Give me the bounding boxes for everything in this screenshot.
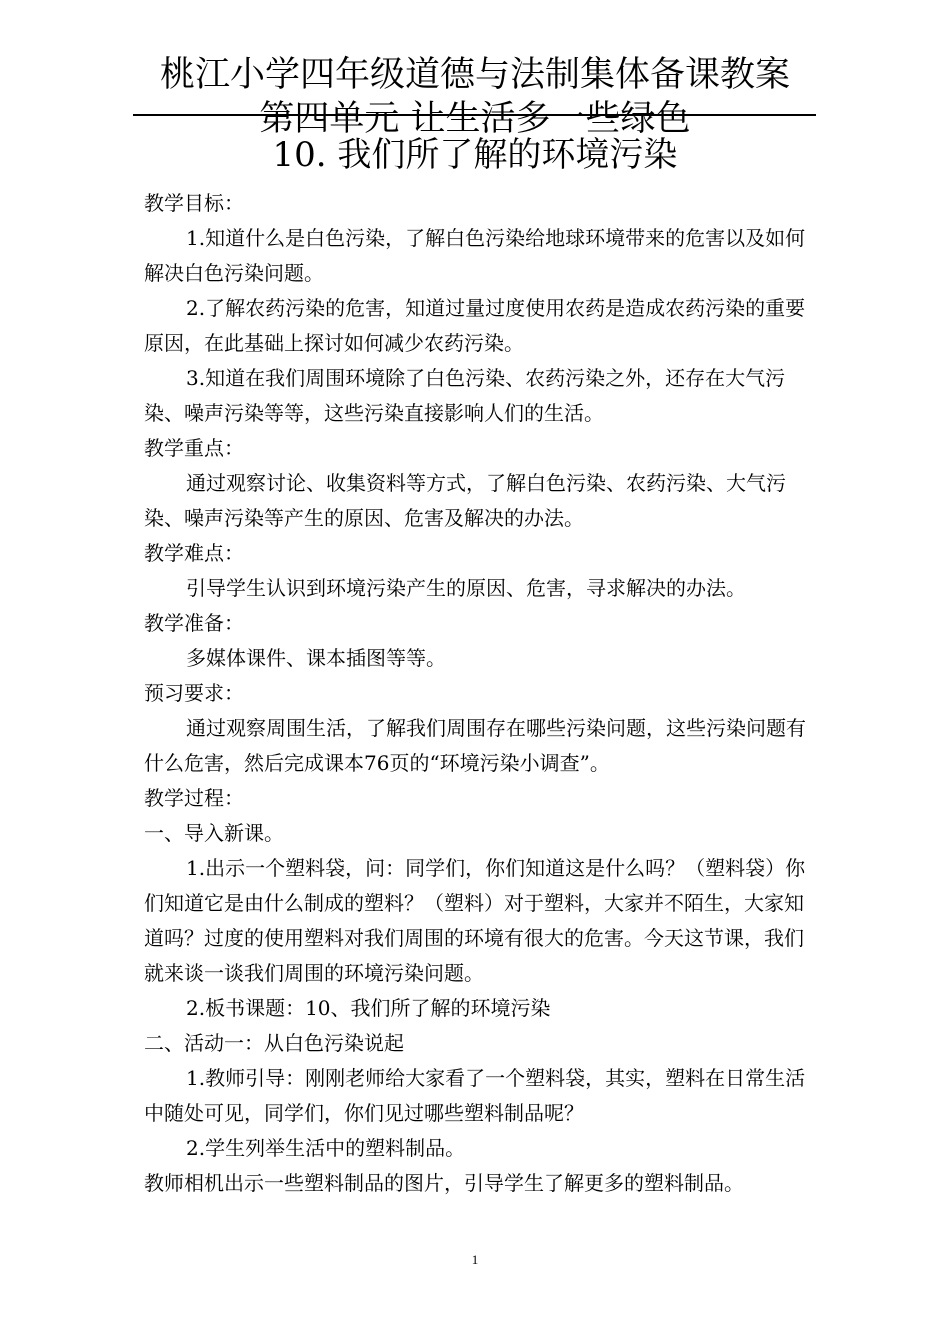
section-1-item-1: 1.出示一个塑料袋，问：同学们，你们知道这是什么吗？（塑料袋）你们知道它是由什么制成的塑料？（塑料）对于塑料，大家并不陌生，大家知道吗？过度的使用塑料对我们周围的环境有很大的危害。今天这节课，我们就来谈一谈我们周围的环境污染问题。: [144, 856, 806, 985]
key-points-text: 通过观察讨论、收集资料等方式，了解白色污染、农药污染、大气污染、噪声污染等产生的原因、危害及解决的办法。: [144, 471, 786, 530]
section-2-heading: 二、活动一：从白色污染说起: [144, 1031, 404, 1055]
section-1-heading: 一、导入新课。: [144, 821, 284, 845]
objectives-heading: 教学目标：: [144, 191, 244, 215]
page-number: 1: [471, 1252, 479, 1267]
preparation-heading: 教学准备：: [144, 611, 244, 635]
document-title: 桃江小学四年级道德与法制集体备课教案: [159, 55, 790, 95]
section-2-item-2: 2.学生列举生活中的塑料制品。: [186, 1136, 466, 1160]
section-1-item-2: 2.板书课题：10、我们所了解的环境污染: [186, 996, 551, 1020]
difficulty-heading: 教学难点：: [144, 541, 244, 565]
objective-3: 3.知道在我们周围环境除了白色污染、农药污染之外，还存在大气污染、噪声污染等等，这些污染直接影响人们的生活。: [144, 366, 786, 425]
objective-2: 2.了解农药污染的危害，知道过量过度使用农药是造成农药污染的重要原因，在此基础上探讨如何减少农药污染。: [144, 296, 806, 355]
preview-text: 通过观察周围生活，了解我们周围存在哪些污染问题，这些污染问题有什么危害，然后完成课本76页的“环境污染小调查”。: [144, 716, 806, 775]
section-2-item-1: 1.教师引导：刚刚老师给大家看了一个塑料袋，其实，塑料在日常生活中随处可见，同学们，你们见过哪些塑料制品呢？: [144, 1066, 806, 1125]
preview-heading: 预习要求：: [144, 681, 244, 705]
process-heading: 教学过程：: [144, 786, 244, 810]
objective-1: 1.知道什么是白色污染，了解白色污染给地球环境带来的危害以及如何解决白色污染问题。: [144, 226, 806, 285]
unit-title: 第四单元 让生活多一些绿色: [259, 99, 691, 139]
section-2-item-3: 教师相机出示一些塑料制品的图片，引导学生了解更多的塑料制品。: [144, 1171, 744, 1195]
key-points-heading: 教学重点：: [144, 436, 244, 460]
preparation-text: 多媒体课件、课本插图等等。: [186, 646, 446, 670]
document-body: [144, 186, 816, 1201]
lesson-title: 10. 我们所了解的环境污染: [272, 135, 678, 175]
difficulty-text: 引导学生认识到环境污染产生的原因、危害，寻求解决的办法。: [186, 576, 746, 600]
